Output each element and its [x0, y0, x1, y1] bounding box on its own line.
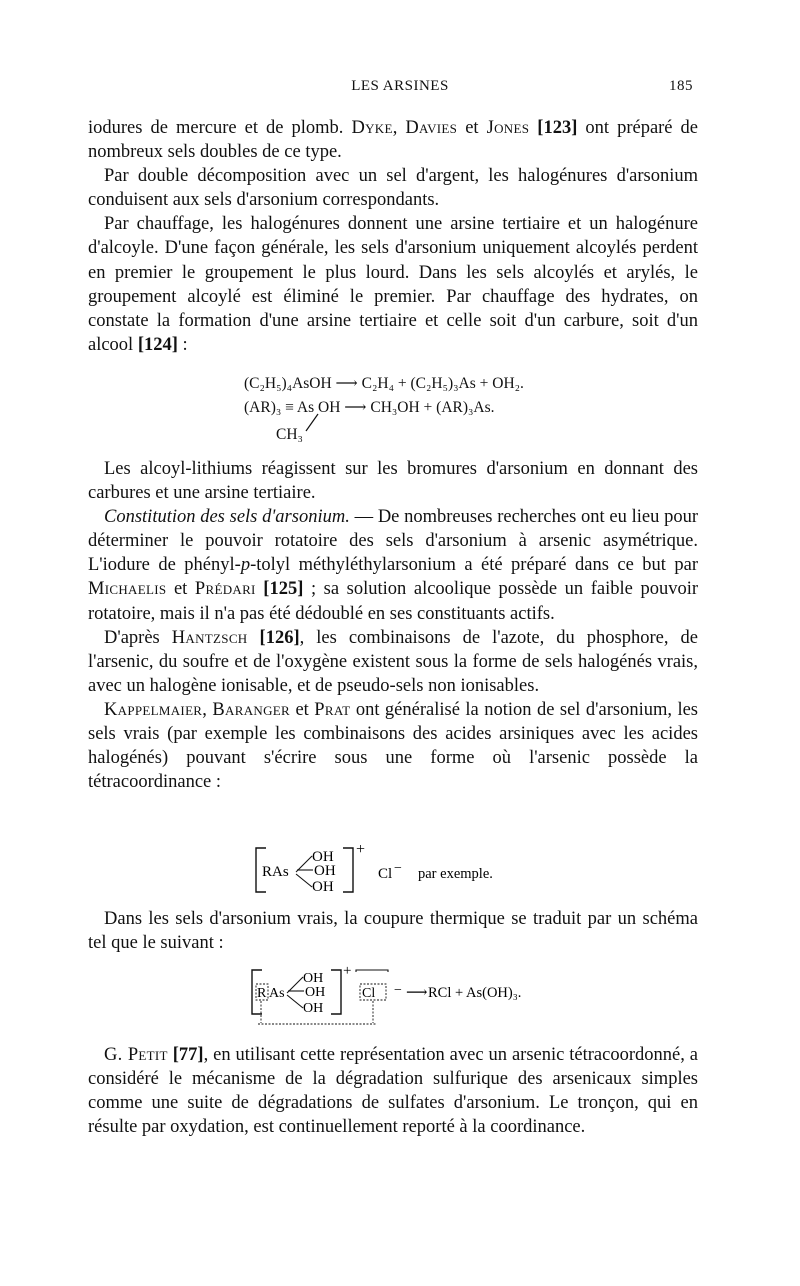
author-baranger: Baranger: [212, 699, 290, 720]
reaction-products: RCl + As(OH)₃.: [428, 985, 522, 1001]
hydroxyl-label-c: OH: [303, 1001, 324, 1016]
text-block-4: [88, 1043, 698, 1139]
paragraph-6: D'après Hantzsch [126], les combinaisons de l'azote, du phosphore, de l'arsenic, du soufre et de l'oxygène existent sous la forme de sels halogénés vrais, avec un halogène ionisable, et de pseudo-sels non ionisables.: [88, 627, 698, 696]
author-hantzsch: Hantzsch: [171, 627, 248, 648]
author-prat: Prat: [314, 699, 351, 720]
paragraph-2: Par double décomposition avec un sel d'argent, les halogénures d'arsonium conduisent aux sels d'arsonium correspondants.: [88, 166, 698, 211]
cleavage-scheme-formula: [248, 964, 568, 1030]
author-dyke: Dyke: [351, 118, 393, 138]
ras-label: RAs: [262, 864, 289, 880]
reference-126: [126]: [259, 627, 300, 648]
charge-minus: −: [394, 861, 402, 876]
paragraph-3: Par chauffage, les halogénures donnent une arsine tertiaire et un halogénure d'alcoyle. D'une façon générale, les sels d'arsonium uniquement alcoylés perdent en premier le groupement le plus lourd. Dans les sels alcoylés et arylés, le groupement alcoylé est éliminé le premier. Par chauffage des hydrates, on constate la formation d'une arsine tertiaire et celle soit d'un carbure, soit d'un alcool [124] :: [88, 214, 698, 355]
running-head: [0, 78, 800, 100]
hydroxyl-label-3: OH: [312, 879, 334, 895]
reference-77: [77]: [172, 1045, 204, 1065]
charge-minus: −: [394, 983, 402, 998]
page-number: 185: [669, 78, 693, 94]
author-petit: G. Petit: [104, 1045, 168, 1065]
chloride-label: Cl: [362, 986, 376, 1001]
author-michaelis: Michaelis: [88, 579, 167, 600]
author-predari: Prédari: [194, 579, 256, 600]
charge-plus: +: [343, 964, 352, 979]
paragraph-9: G. Petit [77], en utilisant cette représentation avec un arsenic tétracoordonné, a considéré le mécanisme de la dégradation sulfurique des arsenicaux simples comme une suite de dégradations de sulfates d'arsonium. Le tronçon, qui en résulte par oxydation, est continuellement reporté à la coordinance.: [88, 1045, 699, 1138]
r-label: R: [257, 986, 267, 1001]
reference-123: [123]: [537, 118, 578, 138]
hydroxyl-label-b: OH: [305, 985, 326, 1000]
paragraph-4: Les alcoyl-lithiums réagissent sur les bromures d'arsonium en donnant des carbures et une arsine tertiaire.: [88, 459, 698, 504]
equation-hydrate-1: (C₂H₅)₄AsOH ⟶ C₂H₄ + (C₂H₅)₃As + OH₂.: [244, 375, 524, 392]
reaction-arrow: ⟶: [406, 985, 428, 1001]
text-block-3: [88, 907, 698, 955]
reference-124: [124]: [137, 334, 178, 355]
ch3-group: CH₃: [276, 426, 303, 443]
hydroxyl-label-1: OH: [312, 849, 334, 865]
paragraph-1: iodures de mercure et de plomb. Dyke, Davies et Jones [123] ont préparé de nombreux sels doubles de ce type.: [88, 118, 699, 163]
author-kappelmaier: Kappelmaier: [104, 699, 203, 720]
text-block-2: [88, 457, 698, 794]
text-block-1: [88, 116, 698, 357]
equation-hydrate-2: (AR)₃ ≡ As OH ⟶ CH₃OH + (AR)₃As.: [244, 399, 495, 416]
running-title: LES ARSINES: [351, 78, 449, 94]
author-davies: Davies: [405, 118, 458, 138]
arsonium-structure-formula: [252, 842, 542, 898]
hydroxyl-label-a: OH: [303, 971, 324, 986]
hydroxyl-label-2: OH: [314, 863, 336, 879]
par-exemple: par exemple.: [418, 866, 493, 882]
author-jones: Jones: [486, 118, 530, 138]
as-label: As: [269, 986, 285, 1001]
reference-125: [125]: [263, 579, 304, 600]
charge-plus: +: [356, 842, 366, 858]
section-title: Constitution des sels d'arsonium.: [104, 507, 350, 528]
paragraph-7: Kappelmaier, Baranger et Prat ont généralisé la notion de sel d'arsonium, les sels vrais (par exemple les combinaisons des acides arsiniques avec les acides halogénés) pouvant s'écrire sous une forme où l'arsenic possède la tétracoordinance :: [88, 699, 699, 793]
paragraph-5: Constitution des sels d'arsonium. — De nombreuses recherches ont eu lieu pour déterminer le pouvoir rotatoire des sels d'arsonium à arsenic asymétrique. L'iodure de phényl-p-tolyl méthyléthylarsonium a été préparé dans ce but par Michaelis et Prédari [125] ; sa solution alcoolique possède un faible pouvoir rotatoire, mais il n'a pas été dédoublé en ses constituants actifs.: [88, 507, 698, 624]
bond-line: [300, 412, 324, 434]
paragraph-8: Dans les sels d'arsonium vrais, la coupure thermique se traduit par un schéma tel que le suivant :: [88, 909, 698, 954]
chloride-label: Cl: [378, 866, 393, 882]
